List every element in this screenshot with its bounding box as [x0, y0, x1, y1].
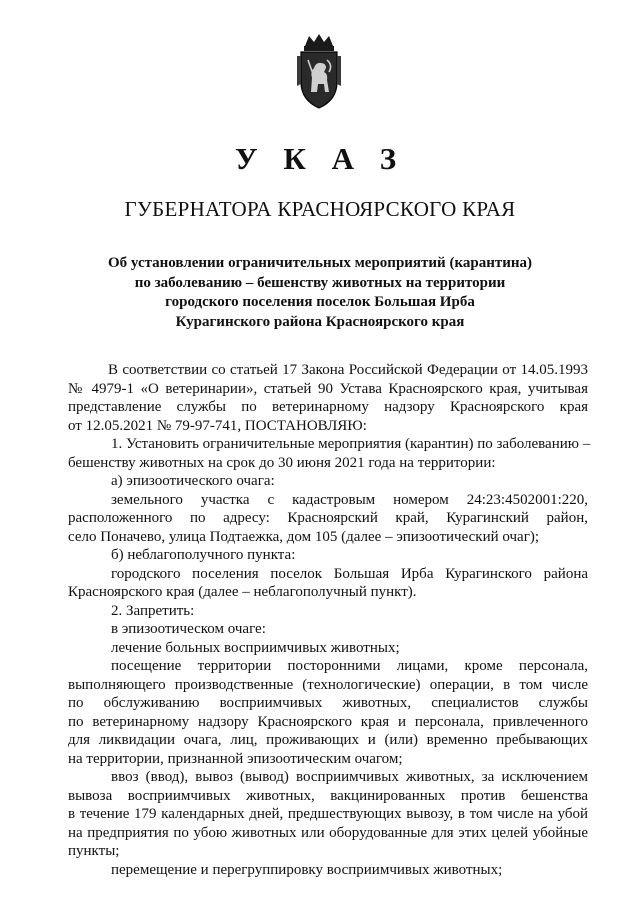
body-line: а) эпизоотического очага: — [111, 473, 275, 489]
body-line: представление службы по ветеринарному надзору Красноярского края — [68, 399, 588, 415]
body-line: для ликвидации очага, лиц, проживающих и (или) временно пребывающих — [68, 732, 588, 748]
body-line: вывоза восприимчивых животных, вакцинированных против бешенства — [68, 787, 588, 804]
body-line: посещение территории посторонними лицами, кроме персонала, — [111, 658, 588, 674]
body-line: Красноярского края (далее – неблагополучный пункт). — [68, 584, 417, 600]
body-line: пункты; — [68, 843, 120, 859]
body-line: земельного участка с кадастровым номером 24:23:4502001:220, — [111, 491, 588, 508]
issuer-heading: ГУБЕРНАТОРА КРАСНОЯРСКОГО КРАЯ — [124, 197, 516, 221]
body-line: лечение больных восприимчивых животных; — [111, 639, 400, 656]
body-line: в эпизоотическом очаге: — [111, 621, 266, 637]
body-line: по обслуживанию восприимчивых животных, специалистов службы — [68, 695, 588, 711]
subject-line: по заболеванию – бешенству животных на территории — [134, 274, 506, 291]
decree-subject — [100, 254, 540, 332]
subject-line: Об установлении ограничительных мероприятий (карантина) — [107, 255, 532, 271]
subject-line: городского поселения поселок Большая Ирба — [165, 294, 475, 310]
decree-body — [68, 361, 591, 879]
body-line: В соответствии со статьей 17 Закона Российской Федерации от 14.05.1993 — [108, 362, 588, 378]
body-line: б) неблагополучного пункта: — [111, 547, 296, 563]
body-line: на предприятия по убою животных или оборудованные для этих целей убойные — [68, 824, 588, 841]
body-line: перемещение и перегруппировку восприимчивых животных; — [111, 861, 503, 878]
body-line: выполняющего производственные (технологические) операции, в том числе — [68, 676, 588, 693]
document-title: У К А З — [234, 141, 406, 176]
body-line: 1. Установить ограничительные мероприятия (карантин) по заболеванию – — [111, 436, 591, 452]
body-line: расположенного по адресу: Красноярский край, Курагинский район, — [68, 510, 588, 526]
body-line: на территории, признанной эпизоотическим очагом; — [68, 750, 403, 767]
body-line: по ветеринарному надзору Красноярского края и персонала, привлеченного — [68, 713, 588, 730]
body-line: ввоз (ввод), вывоз (вывод) восприимчивых животных, за исключением — [111, 769, 588, 785]
body-line: бешенству животных на срок до 30 июня 2021 года на территории: — [68, 454, 496, 471]
body-line: № 4979-1 «О ветеринарии», статьей 90 Устава Красноярского края, учитывая — [68, 380, 588, 397]
krasnoyarsk-coat-of-arms-icon — [291, 32, 347, 112]
subject-line: Курагинского района Красноярского края — [175, 313, 465, 330]
body-line: от 12.05.2021 № 79-97-741, ПОСТАНОВЛЯЮ: — [68, 417, 367, 434]
body-line: в течение 179 календарных дней, предшествующих вывозу, в том числе на убой — [68, 806, 588, 822]
body-line: село Поначево, улица Подтаежка, дом 105 (далее – эпизоотический очаг); — [68, 528, 540, 545]
body-line: городского поселения поселок Большая Ирба Курагинского района — [111, 565, 588, 582]
body-line: 2. Запретить: — [111, 602, 195, 619]
